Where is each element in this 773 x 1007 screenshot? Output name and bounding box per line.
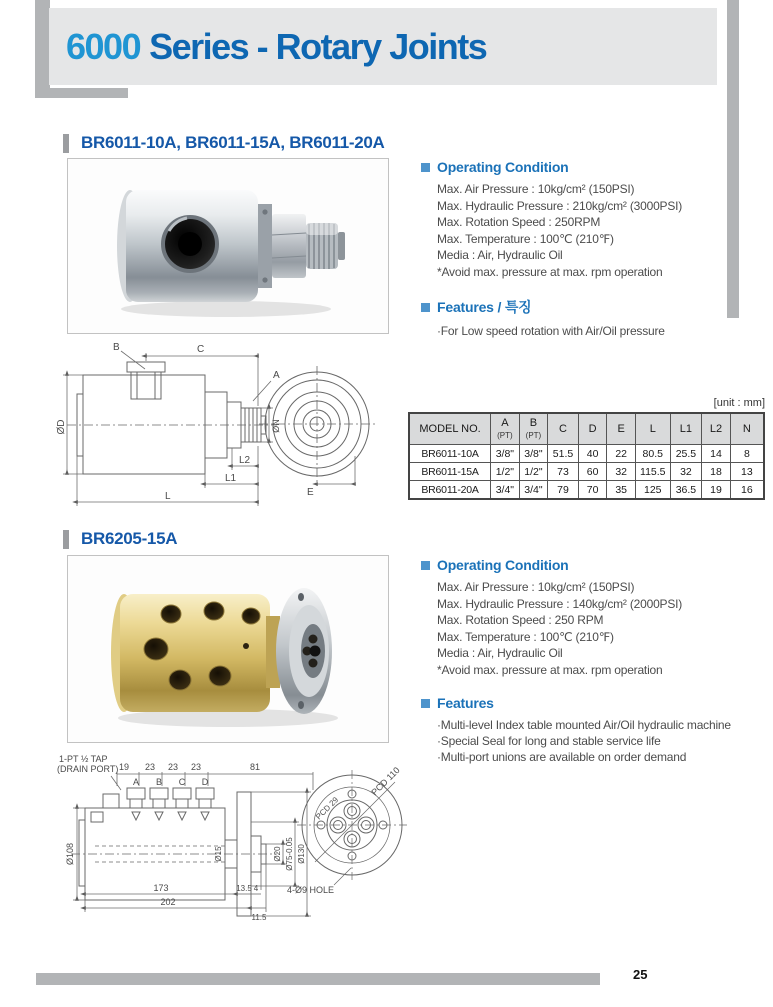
feature-item: ·Multi-port unions are available on order demand	[437, 750, 687, 764]
square-bullet-icon	[421, 561, 430, 570]
cell: 1/2"	[491, 463, 520, 481]
label-pcd29: PCD 29	[314, 795, 341, 822]
section2-heading-text: BR6205-15A	[81, 529, 178, 548]
header-left-bar	[35, 0, 50, 98]
spec-table-wrap	[408, 412, 765, 500]
cell: 40	[578, 445, 607, 463]
dim-19: 19	[118, 762, 130, 772]
op-line: Max. Rotation Speed : 250 RPM	[437, 613, 604, 627]
dim-label-l1: L1	[225, 473, 237, 484]
header-shadow-bar	[50, 88, 128, 98]
dim-23: 23	[144, 762, 156, 772]
operating-condition-title-2: Operating Condition	[421, 557, 751, 573]
op-line: Max. Air Pressure : 10kg/cm² (150PSI)	[437, 580, 635, 594]
page-title-accent: 6000	[66, 25, 141, 67]
op-line: Max. Temperature : 100℃ (210℉)	[437, 629, 614, 644]
feature-item: ·Multi-level Index table mounted Air/Oil hydraulic machine	[437, 718, 731, 732]
cell: 3/8"	[491, 445, 520, 463]
cell: 79	[548, 481, 579, 500]
op-line: Max. Hydraulic Pressure : 210kg/cm² (3000PSI)	[437, 198, 683, 213]
features-title-2: Features	[421, 695, 751, 711]
op-line: Max. Air Pressure : 10kg/cm² (150PSI)	[437, 182, 635, 196]
heading-tick-icon	[63, 134, 69, 153]
col-header-c: C	[548, 413, 579, 445]
technical-drawing-2	[55, 750, 425, 935]
col-header-d: D	[578, 413, 607, 445]
cell: 8	[730, 445, 764, 463]
page-number: 25	[633, 967, 648, 982]
rotary-joint-photo-1	[68, 159, 388, 333]
label-tap: 1-PT ½ TAP	[59, 754, 108, 764]
col-header-model: MODEL NO.	[409, 413, 491, 445]
section2-heading	[63, 529, 177, 549]
heading-tick-icon	[63, 530, 69, 549]
dim-15: Ø15	[214, 846, 223, 862]
cell: 51.5	[548, 445, 579, 463]
cell: 13	[730, 463, 764, 481]
dim-label-l2: L2	[239, 455, 251, 466]
dim-81: 81	[249, 762, 261, 772]
feature-item: ·Special Seal for long and stable service life	[437, 734, 661, 748]
op-line: Media : Air, Hydraulic Oil	[437, 248, 563, 262]
label-hole: 4-Ø9 HOLE	[287, 885, 335, 895]
cell: 80.5	[635, 445, 670, 463]
cell: 125	[635, 481, 670, 500]
cell: 1/2"	[519, 463, 548, 481]
col-header-b: B (PT)	[519, 413, 548, 445]
op-line: *Avoid max. pressure at max. rpm operation	[437, 662, 663, 677]
product-photo-2	[67, 555, 389, 743]
col-header-l: L	[635, 413, 670, 445]
operating-condition-title-1: Operating Condition	[421, 159, 741, 175]
op-line: Max. Hydraulic Pressure : 140kg/cm² (2000PSI)	[437, 596, 683, 611]
cell-model: BR6011-20A	[409, 481, 491, 500]
col-header-l1: L1	[670, 413, 702, 445]
cell: 70	[578, 481, 607, 500]
cell: 18	[702, 463, 731, 481]
dim-label-e: E	[307, 487, 314, 498]
cell: 60	[578, 463, 607, 481]
dim-label-on: ØN	[271, 419, 281, 433]
port-d: D	[201, 777, 209, 787]
op-line: Max. Rotation Speed : 250RPM	[437, 215, 601, 229]
dim-23: 23	[167, 762, 179, 772]
dim-75: Ø75-0.05	[285, 837, 294, 871]
op-line: Media : Air, Hydraulic Oil	[437, 646, 563, 660]
port-a: A	[132, 777, 140, 787]
label-pcd110: PCD 110	[369, 764, 402, 798]
square-bullet-icon	[421, 699, 430, 708]
dim-23: 23	[190, 762, 202, 772]
unit-label: [unit : mm]	[713, 397, 765, 409]
section1-heading-text: BR6011-10A, BR6011-15A, BR6011-20A	[81, 133, 385, 152]
op-line: *Avoid max. pressure at max. rpm operation	[437, 264, 663, 279]
section1-heading	[63, 133, 385, 153]
square-bullet-icon	[421, 303, 430, 312]
cell: 32	[670, 463, 702, 481]
label-drain: (DRAIN PORT)	[57, 764, 119, 774]
dim-20: Ø20	[273, 846, 282, 862]
dim-label-od: ØD	[56, 419, 67, 435]
dim-label-l: L	[165, 491, 171, 502]
dim-label-c: C	[197, 344, 205, 355]
cell: 32	[607, 463, 636, 481]
product-photo-1	[67, 158, 389, 334]
port-c: C	[178, 777, 186, 787]
page-title	[66, 8, 486, 85]
technical-drawing-1	[55, 336, 405, 527]
section2-info	[421, 557, 751, 765]
dim-label-b: B	[113, 342, 120, 353]
port-b: B	[155, 777, 163, 787]
footer-bar	[36, 973, 600, 985]
dim-115: 11.5	[251, 913, 267, 922]
spec-table	[408, 412, 765, 500]
table-row	[409, 481, 764, 500]
cell: 22	[607, 445, 636, 463]
section1-info	[421, 159, 741, 339]
cell: 14	[702, 445, 731, 463]
table-row	[409, 445, 764, 463]
col-header-a: A (PT)	[491, 413, 520, 445]
cell: 36.5	[670, 481, 702, 500]
page-title-rest: Series - Rotary Joints	[149, 25, 487, 67]
square-bullet-icon	[421, 163, 430, 172]
op-line: Max. Temperature : 100℃ (210℉)	[437, 231, 614, 246]
dim-173: 173	[153, 883, 169, 893]
cell: 16	[730, 481, 764, 500]
dim-135: 13.5	[236, 884, 252, 893]
drawing2-svg	[55, 750, 425, 930]
cell: 3/4"	[491, 481, 520, 500]
col-header-n: N	[730, 413, 764, 445]
feature-item: ·For Low speed rotation with Air/Oil pressure	[437, 324, 665, 338]
cell: 19	[702, 481, 731, 500]
cell: 3/8"	[519, 445, 548, 463]
cell: 3/4"	[519, 481, 548, 500]
cell: 115.5	[635, 463, 670, 481]
rotary-joint-photo-2	[68, 556, 388, 742]
cell: 25.5	[670, 445, 702, 463]
features-title-1: Features / 특징	[421, 297, 741, 317]
cell: 73	[548, 463, 579, 481]
dim-label-a: A	[273, 370, 280, 381]
cell: 35	[607, 481, 636, 500]
col-header-e: E	[607, 413, 636, 445]
cell-model: BR6011-10A	[409, 445, 491, 463]
col-header-l2: L2	[702, 413, 731, 445]
dim-108: Ø108	[65, 842, 75, 866]
drawing1-svg	[55, 336, 405, 522]
dim-202: 202	[160, 897, 176, 907]
table-row	[409, 463, 764, 481]
dim-4: 4	[253, 884, 259, 893]
dim-130: Ø130	[297, 844, 306, 864]
cell-model: BR6011-15A	[409, 463, 491, 481]
table-header-row	[409, 413, 764, 445]
